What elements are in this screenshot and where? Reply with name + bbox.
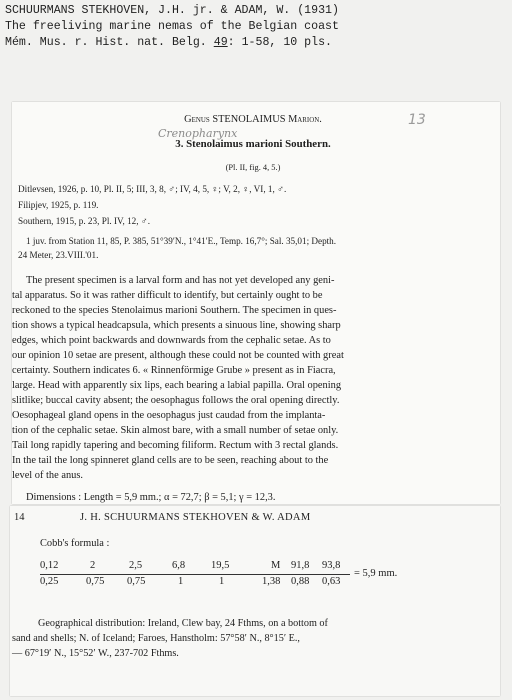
cobb-denominator: 0,25 [40, 576, 59, 587]
species-heading: 3. Stenolaimus marioni Southern. [175, 138, 331, 150]
cobb-numerator: M [271, 560, 281, 571]
body-line: level of the anus. [12, 470, 83, 481]
dimensions-line: Dimensions : Length = 5,9 mm.; α = 72,7; β = 5,1; γ = 12,3. [26, 492, 276, 503]
body-line: edges, which point backwards and downwards from the cephalic setae. As to [12, 335, 331, 346]
body-line: large. Head with apparently six lips, each bearing a labial papilla. Oral opening [12, 380, 342, 391]
body-line: reckoned to the species Stenolaimus marioni Southern. The specimen in ques- [12, 305, 337, 316]
cobb-denominator: 1 [178, 576, 184, 587]
body-line: Oesophageal gland opens in the oesophagus just caudad from the implanta- [12, 410, 326, 421]
clipping-page-14 [10, 506, 500, 696]
plate-reference: (Pl. II, fig. 4, 5.) [225, 162, 281, 172]
station-record-cont: 24 Meter, 23.VIII.'01. [18, 250, 99, 260]
body-line: our opinion 10 setae are present, although these could not be counted with great [12, 350, 344, 361]
body-line: slitlike; buccal cavity absent; the oesophagus follows the oral opening directly. [12, 395, 340, 406]
reference-ditlevsen: Ditlevsen, 1926, p. 10, Pl. II, 5; III, 3, 8, ♂; IV, 4, 5, ♀; V, 2, ♀, VI, 1, ♂. [18, 184, 287, 194]
cobb-numerator: 93,8 [322, 560, 341, 571]
page-number: 14 [14, 512, 25, 523]
cobb-numerator: 2,5 [129, 560, 143, 571]
body-line: tion shows a typical headcapsula, which presents a sinuous line, showing sharp [12, 320, 341, 331]
cobb-numerator: 0,12 [40, 560, 59, 571]
cobb-numerator: 2 [90, 560, 96, 571]
cobb-denominator: 0,75 [127, 576, 146, 587]
geo-distribution-line: — 67°19′ N., 15°52′ W., 237-702 Fthms. [12, 648, 179, 659]
body-line: The present specimen is a larval form and has not yet developed any geni- [26, 275, 335, 286]
cobb-numerator: 6,8 [172, 560, 186, 571]
cobb-formula [10, 560, 500, 590]
cobb-denominator: 0,75 [86, 576, 105, 587]
genus-heading: Genus STENOLAIMUS Marion. [184, 114, 322, 125]
cobb-denominator: 0,88 [291, 576, 310, 587]
body-line: Tail long rapidly tapering and becoming filiform. Rectum with 3 rectal glands. [12, 440, 339, 451]
geo-distribution-line: sand and shells; N. of Iceland; Faroes, Hanstholm: 57°58′ N., 8°15′ E., [12, 633, 300, 644]
station-record: 1 juv. from Station 11, 85, P. 385, 51°39′N., 1°41′E., Temp. 16,7°; Sal. 35,01; Depth. [26, 236, 337, 246]
clipping-page-13 [12, 102, 500, 504]
cobb-result: = 5,9 mm. [354, 568, 398, 579]
reference-southern: Southern, 1915, p. 23, Pl. IV, 12, ♂. [18, 216, 151, 226]
pencil-annotation: Crenopharynx [158, 127, 238, 140]
cobb-numerator: 91,8 [291, 560, 310, 571]
citation-title: The freeliving marine nemas of the Belgian coast [5, 20, 339, 33]
body-line: In the tail the long spinneret gland cells are to be seen, reaching about to the [12, 455, 329, 466]
pencil-page-number: 13 [408, 112, 426, 128]
body-line: tal apparatus. So it was rather difficult to identify, but certainly ought to be [12, 290, 323, 301]
cobb-numerator: 19,5 [211, 560, 230, 571]
volume-number: 49 [213, 36, 228, 49]
body-line: tion of the cephalic setae. Skin almost bare, with a small number of setae only. [12, 425, 339, 436]
geo-distribution-line: Geographical distribution: Ireland, Clew bay, 24 Fthms, on a bottom of [38, 618, 328, 629]
card-header [5, 3, 510, 51]
citation-journal: Mém. Mus. r. Hist. nat. Belg. 49: 1-58, 10 pls. [5, 36, 333, 49]
cobb-denominator: 1 [219, 576, 225, 587]
cobb-formula-label: Cobb's formula : [40, 538, 110, 549]
cobb-denominator: 1,38 [262, 576, 281, 587]
cobb-denominator: 0,63 [322, 576, 341, 587]
citation-authors: SCHUURMANS STEKHOVEN, J.H. jr. & ADAM, W. (1931) [5, 4, 339, 17]
body-line: certainty. Southern indicates 6. « Rinnenförmige Grube » present as in Fiacra, [12, 365, 336, 376]
fraction-bar [40, 574, 350, 575]
running-head: J. H. SCHUURMANS STEKHOVEN & W. ADAM [80, 512, 311, 523]
reference-filipjev: Filipjev, 1925, p. 119. [18, 200, 99, 210]
